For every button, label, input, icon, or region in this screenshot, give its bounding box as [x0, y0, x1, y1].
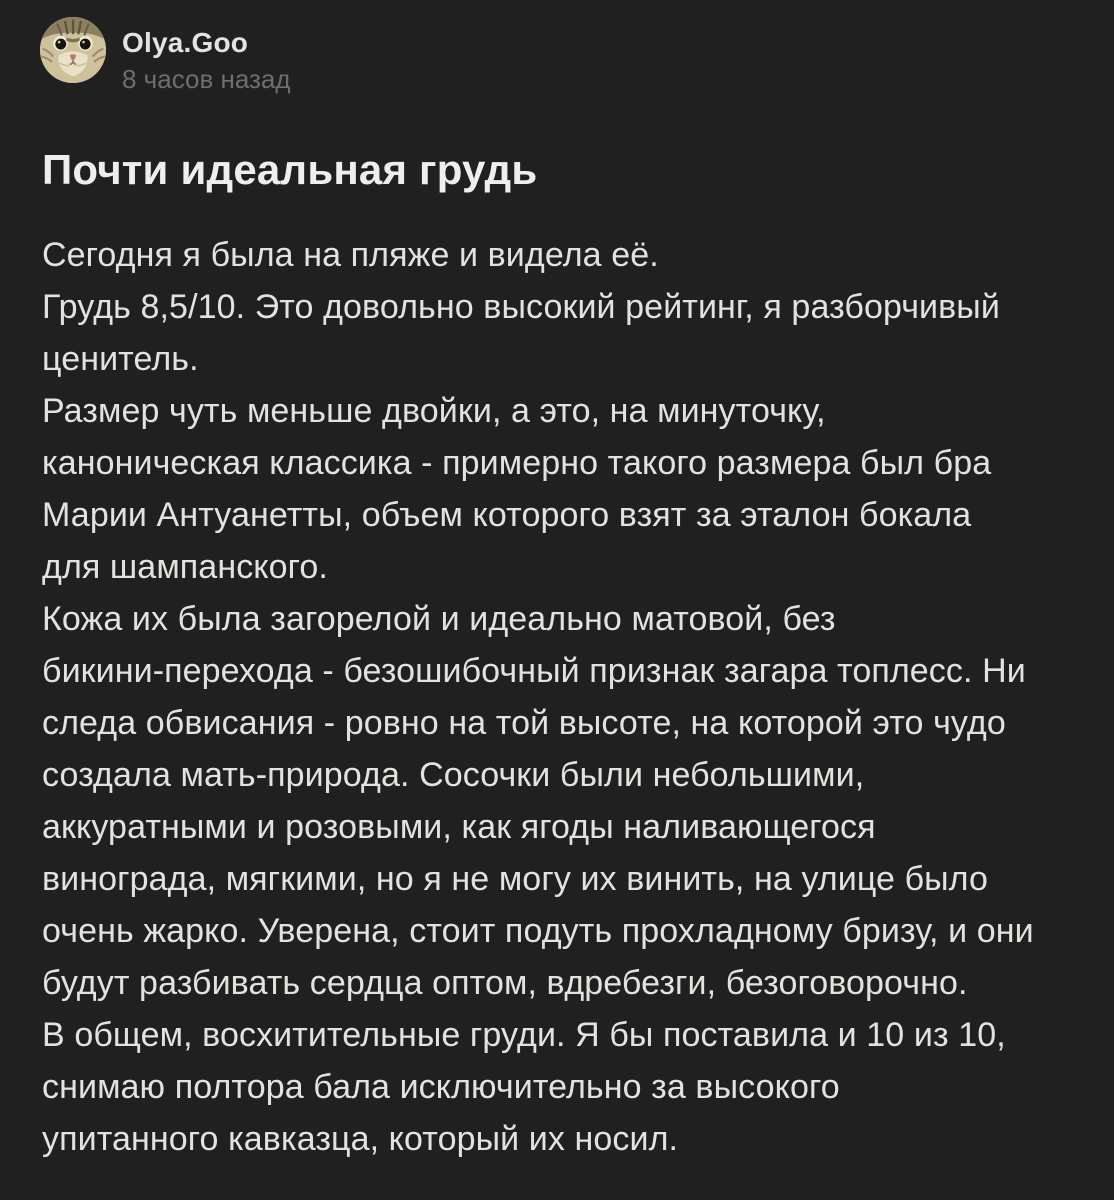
post-body-line: каноническая классика - примерно такого размера был бра [42, 444, 992, 483]
post-title: Почти идеальная грудь [42, 146, 538, 193]
post-body-line: упитанного кавказца, который их носил. [42, 1120, 679, 1159]
post-body-line: ценитель. [42, 340, 199, 379]
post-body-line: очень жарко. Уверена, стоит подуть прохладному бризу, и они [42, 912, 1034, 951]
post-body-line: Размер чуть меньше двойки, а это, на минуточку, [42, 392, 826, 431]
post-body-line: Грудь 8,5/10. Это довольно высокий рейтинг, я разборчивый [42, 288, 1000, 327]
post-timestamp: 8 часов назад [122, 63, 291, 94]
post-body-line: для шампанского. [42, 548, 328, 587]
user-avatar[interactable] [40, 17, 106, 83]
post-body-line: Марии Антуанетты, объем которого взят за эталон бокала [42, 496, 972, 535]
post-body-line: создала мать-природа. Сосочки были небольшими, [42, 756, 865, 795]
post-body-line: В общем, восхитительные груди. Я бы поставила и 10 из 10, [42, 1016, 1006, 1055]
post-body-line: будут разбивать сердца оптом, вдребезги, безоговорочно. [42, 964, 968, 1003]
post-header [40, 17, 1060, 94]
cat-avatar-image [40, 17, 106, 83]
post-body-line: винограда, мягкими, но я не могу их винить, на улице было [42, 860, 989, 899]
post-body-line: бикини-перехода - безошибочный признак загара топлесс. Ни [42, 652, 1026, 691]
post-body [42, 229, 1060, 1165]
post-body-line: Кожа их была загорелой и идеально матовой, без [42, 600, 836, 639]
post-body-line: снимаю полтора бала исключительно за высокого [42, 1068, 840, 1107]
post-body-line: следа обвисания - ровно на той высоте, на которой это чудо [42, 704, 1006, 743]
post-author-block [122, 17, 291, 95]
username[interactable]: Olya.Goo [122, 27, 249, 58]
post-body-line: Сегодня я была на пляже и видела её. [42, 236, 659, 275]
post-body-line: аккуратными и розовыми, как ягоды наливающегося [42, 808, 876, 847]
